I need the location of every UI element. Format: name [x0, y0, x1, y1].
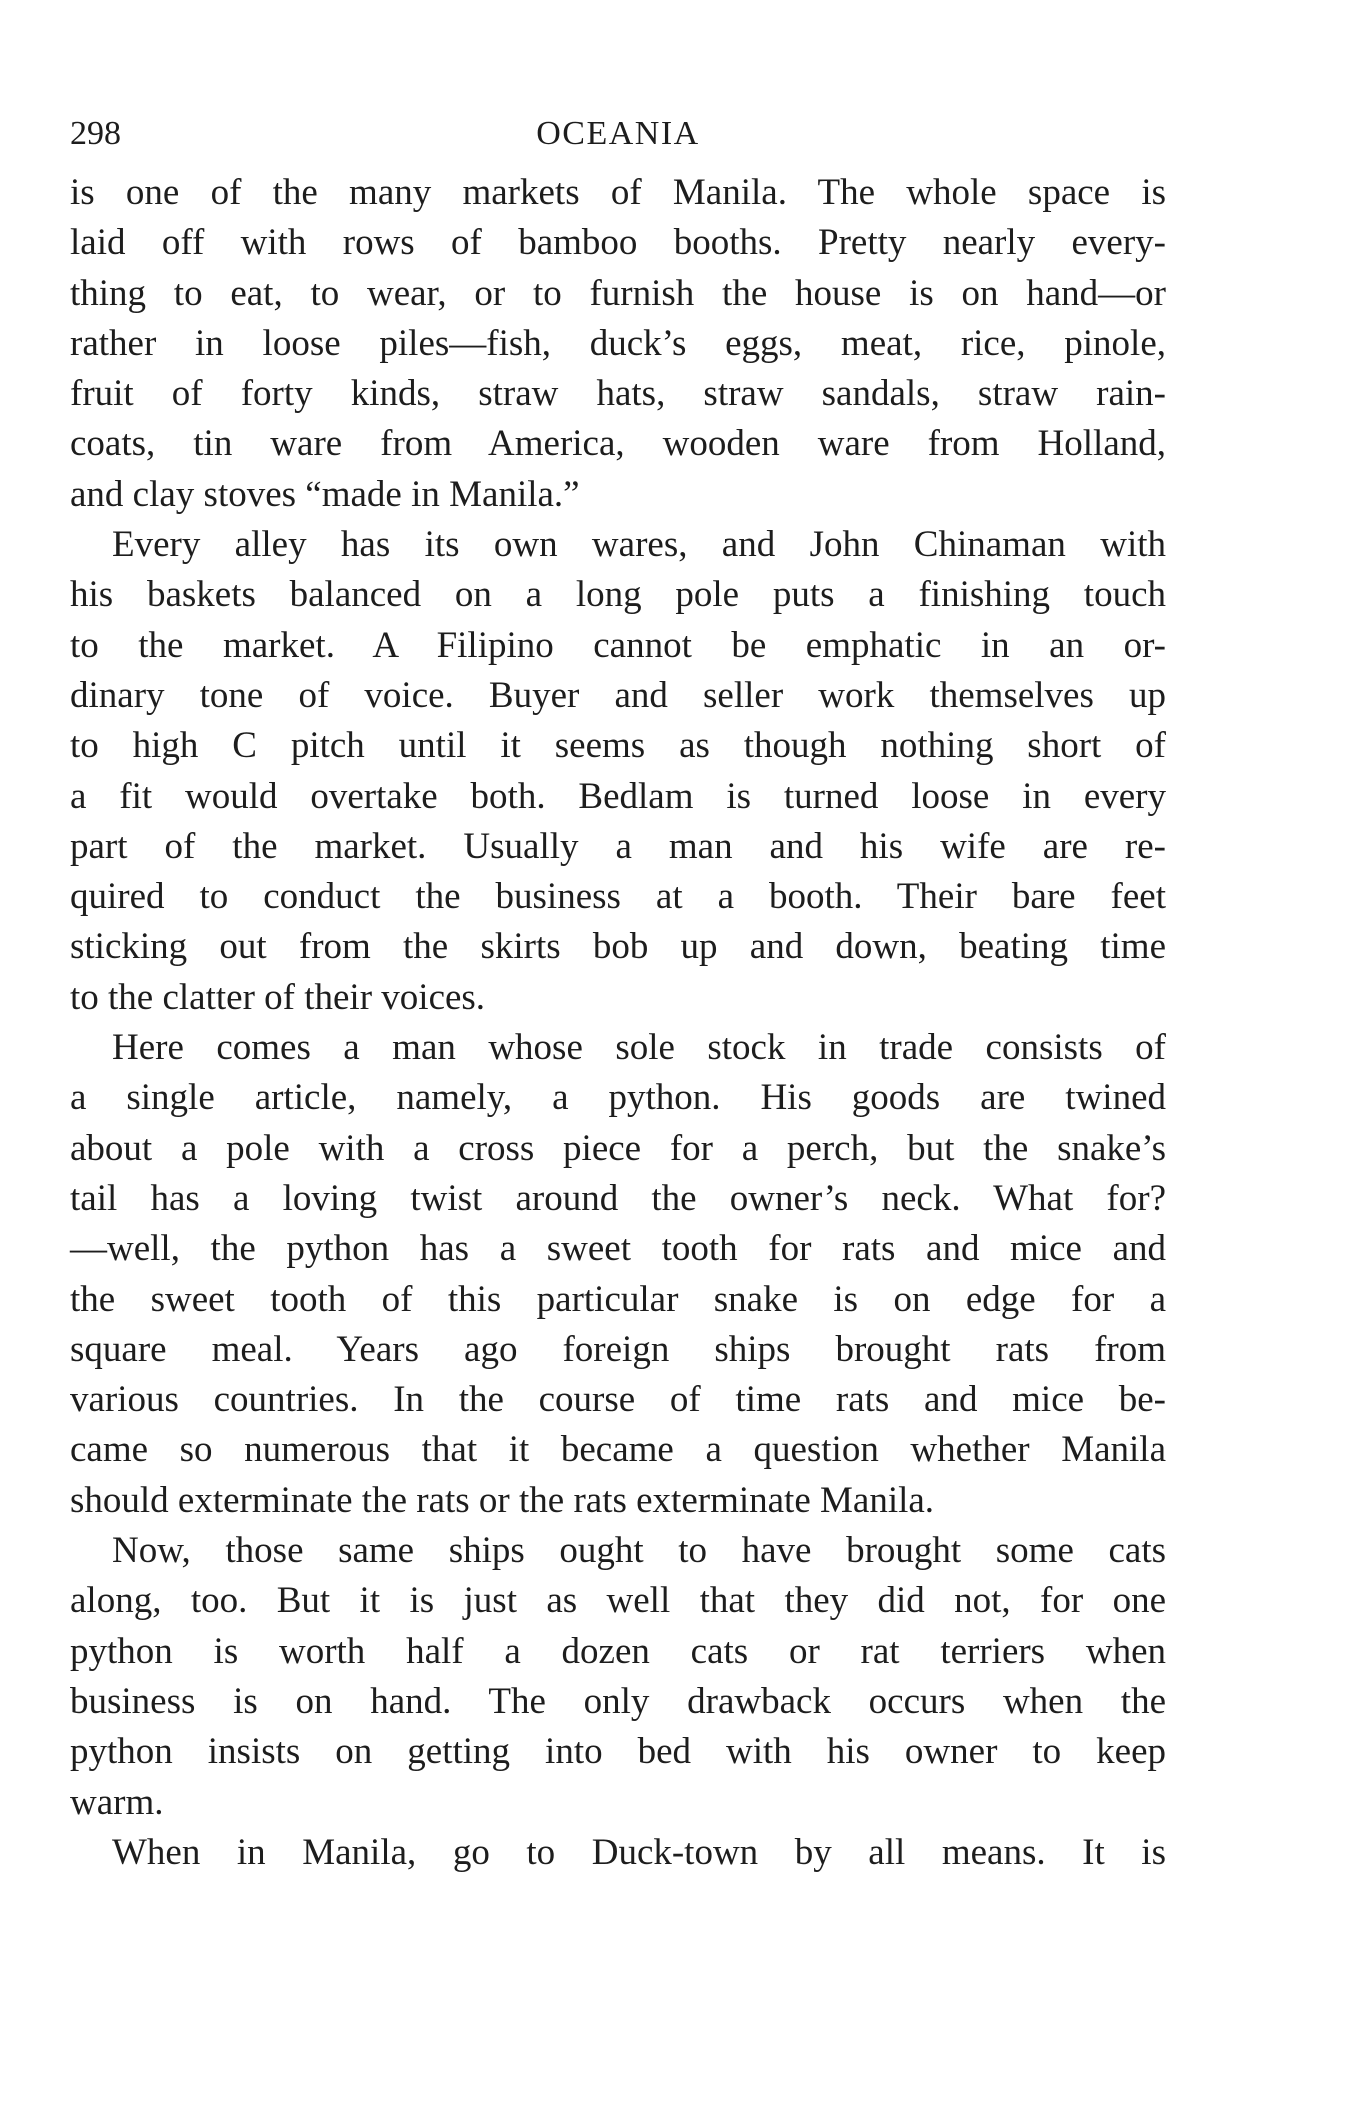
text-line: When in Manila, go to Duck-town by all means. It is [112, 1831, 1166, 1873]
text-line: fruit of forty kinds, straw hats, straw sandals, straw rain- [70, 373, 1166, 415]
book-page [70, 108, 1166, 1878]
text-line: Now, those same ships ought to have brought some cats [112, 1530, 1166, 1572]
text-line: the sweet tooth of this particular snake is on edge for a [70, 1278, 1166, 1320]
text-line: along, too. But it is just as well that they did not, for one [70, 1580, 1166, 1622]
text-line: about a pole with a cross piece for a perch, but the snake’s [70, 1127, 1166, 1169]
paragraph-5 [70, 1828, 1166, 1878]
text-line: came so numerous that it became a question whether Manila [70, 1429, 1166, 1471]
text-line: tail has a loving twist around the owner’s neck. What for? [70, 1177, 1166, 1219]
paragraph-3 [70, 1023, 1166, 1526]
text-line: thing to eat, to wear, or to furnish the house is on hand—or [70, 272, 1166, 314]
text-line: laid off with rows of bamboo booths. Pretty nearly every- [70, 222, 1166, 264]
text-line: a single article, namely, a python. His goods are twined [70, 1077, 1166, 1119]
running-title: OCEANIA [536, 115, 700, 152]
text-line: his baskets balanced on a long pole puts a finishing touch [70, 574, 1166, 616]
paragraph-1 [70, 168, 1166, 520]
text-line: warm. [70, 1781, 164, 1823]
paragraph-2 [70, 520, 1166, 1023]
text-line: to the clatter of their voices. [70, 976, 486, 1018]
text-line: business is on hand. The only drawback occurs when the [70, 1680, 1166, 1722]
text-line: Here comes a man whose sole stock in trade consists of [112, 1027, 1166, 1069]
text-line: a fit would overtake both. Bedlam is turned loose in every [70, 775, 1166, 817]
text-line: rather in loose piles—fish, duck’s eggs, meat, rice, pinole, [70, 322, 1166, 364]
text-line: Every alley has its own wares, and John Chinaman with [112, 524, 1166, 566]
text-line: part of the market. Usually a man and his wife are re- [70, 825, 1166, 867]
text-line: various countries. In the course of time rats and mice be- [70, 1379, 1166, 1421]
page-number: 298 [70, 115, 121, 152]
text-line: sticking out from the skirts bob up and down, beating time [70, 926, 1166, 968]
running-head [70, 108, 1166, 160]
text-line: to high C pitch until it seems as though nothing short of [70, 725, 1166, 767]
text-line: —well, the python has a sweet tooth for rats and mice and [70, 1228, 1166, 1270]
text-line: square meal. Years ago foreign ships brought rats from [70, 1328, 1166, 1370]
text-line: should exterminate the rats or the rats exterminate Manila. [70, 1479, 935, 1521]
text-line: to the market. A Filipino cannot be emphatic in an or- [70, 624, 1166, 666]
paragraph-4 [70, 1526, 1166, 1828]
body-text [70, 168, 1166, 1878]
text-line: is one of the many markets of Manila. The whole space is [70, 172, 1166, 213]
text-line: python insists on getting into bed with his owner to keep [70, 1731, 1166, 1773]
text-line: dinary tone of voice. Buyer and seller work themselves up [70, 674, 1166, 716]
text-line: and clay stoves “made in Manila.” [70, 473, 580, 515]
text-line: quired to conduct the business at a booth. Their bare feet [70, 876, 1166, 918]
text-line: python is worth half a dozen cats or rat terriers when [70, 1630, 1166, 1672]
text-line: coats, tin ware from America, wooden ware from Holland, [70, 423, 1166, 465]
